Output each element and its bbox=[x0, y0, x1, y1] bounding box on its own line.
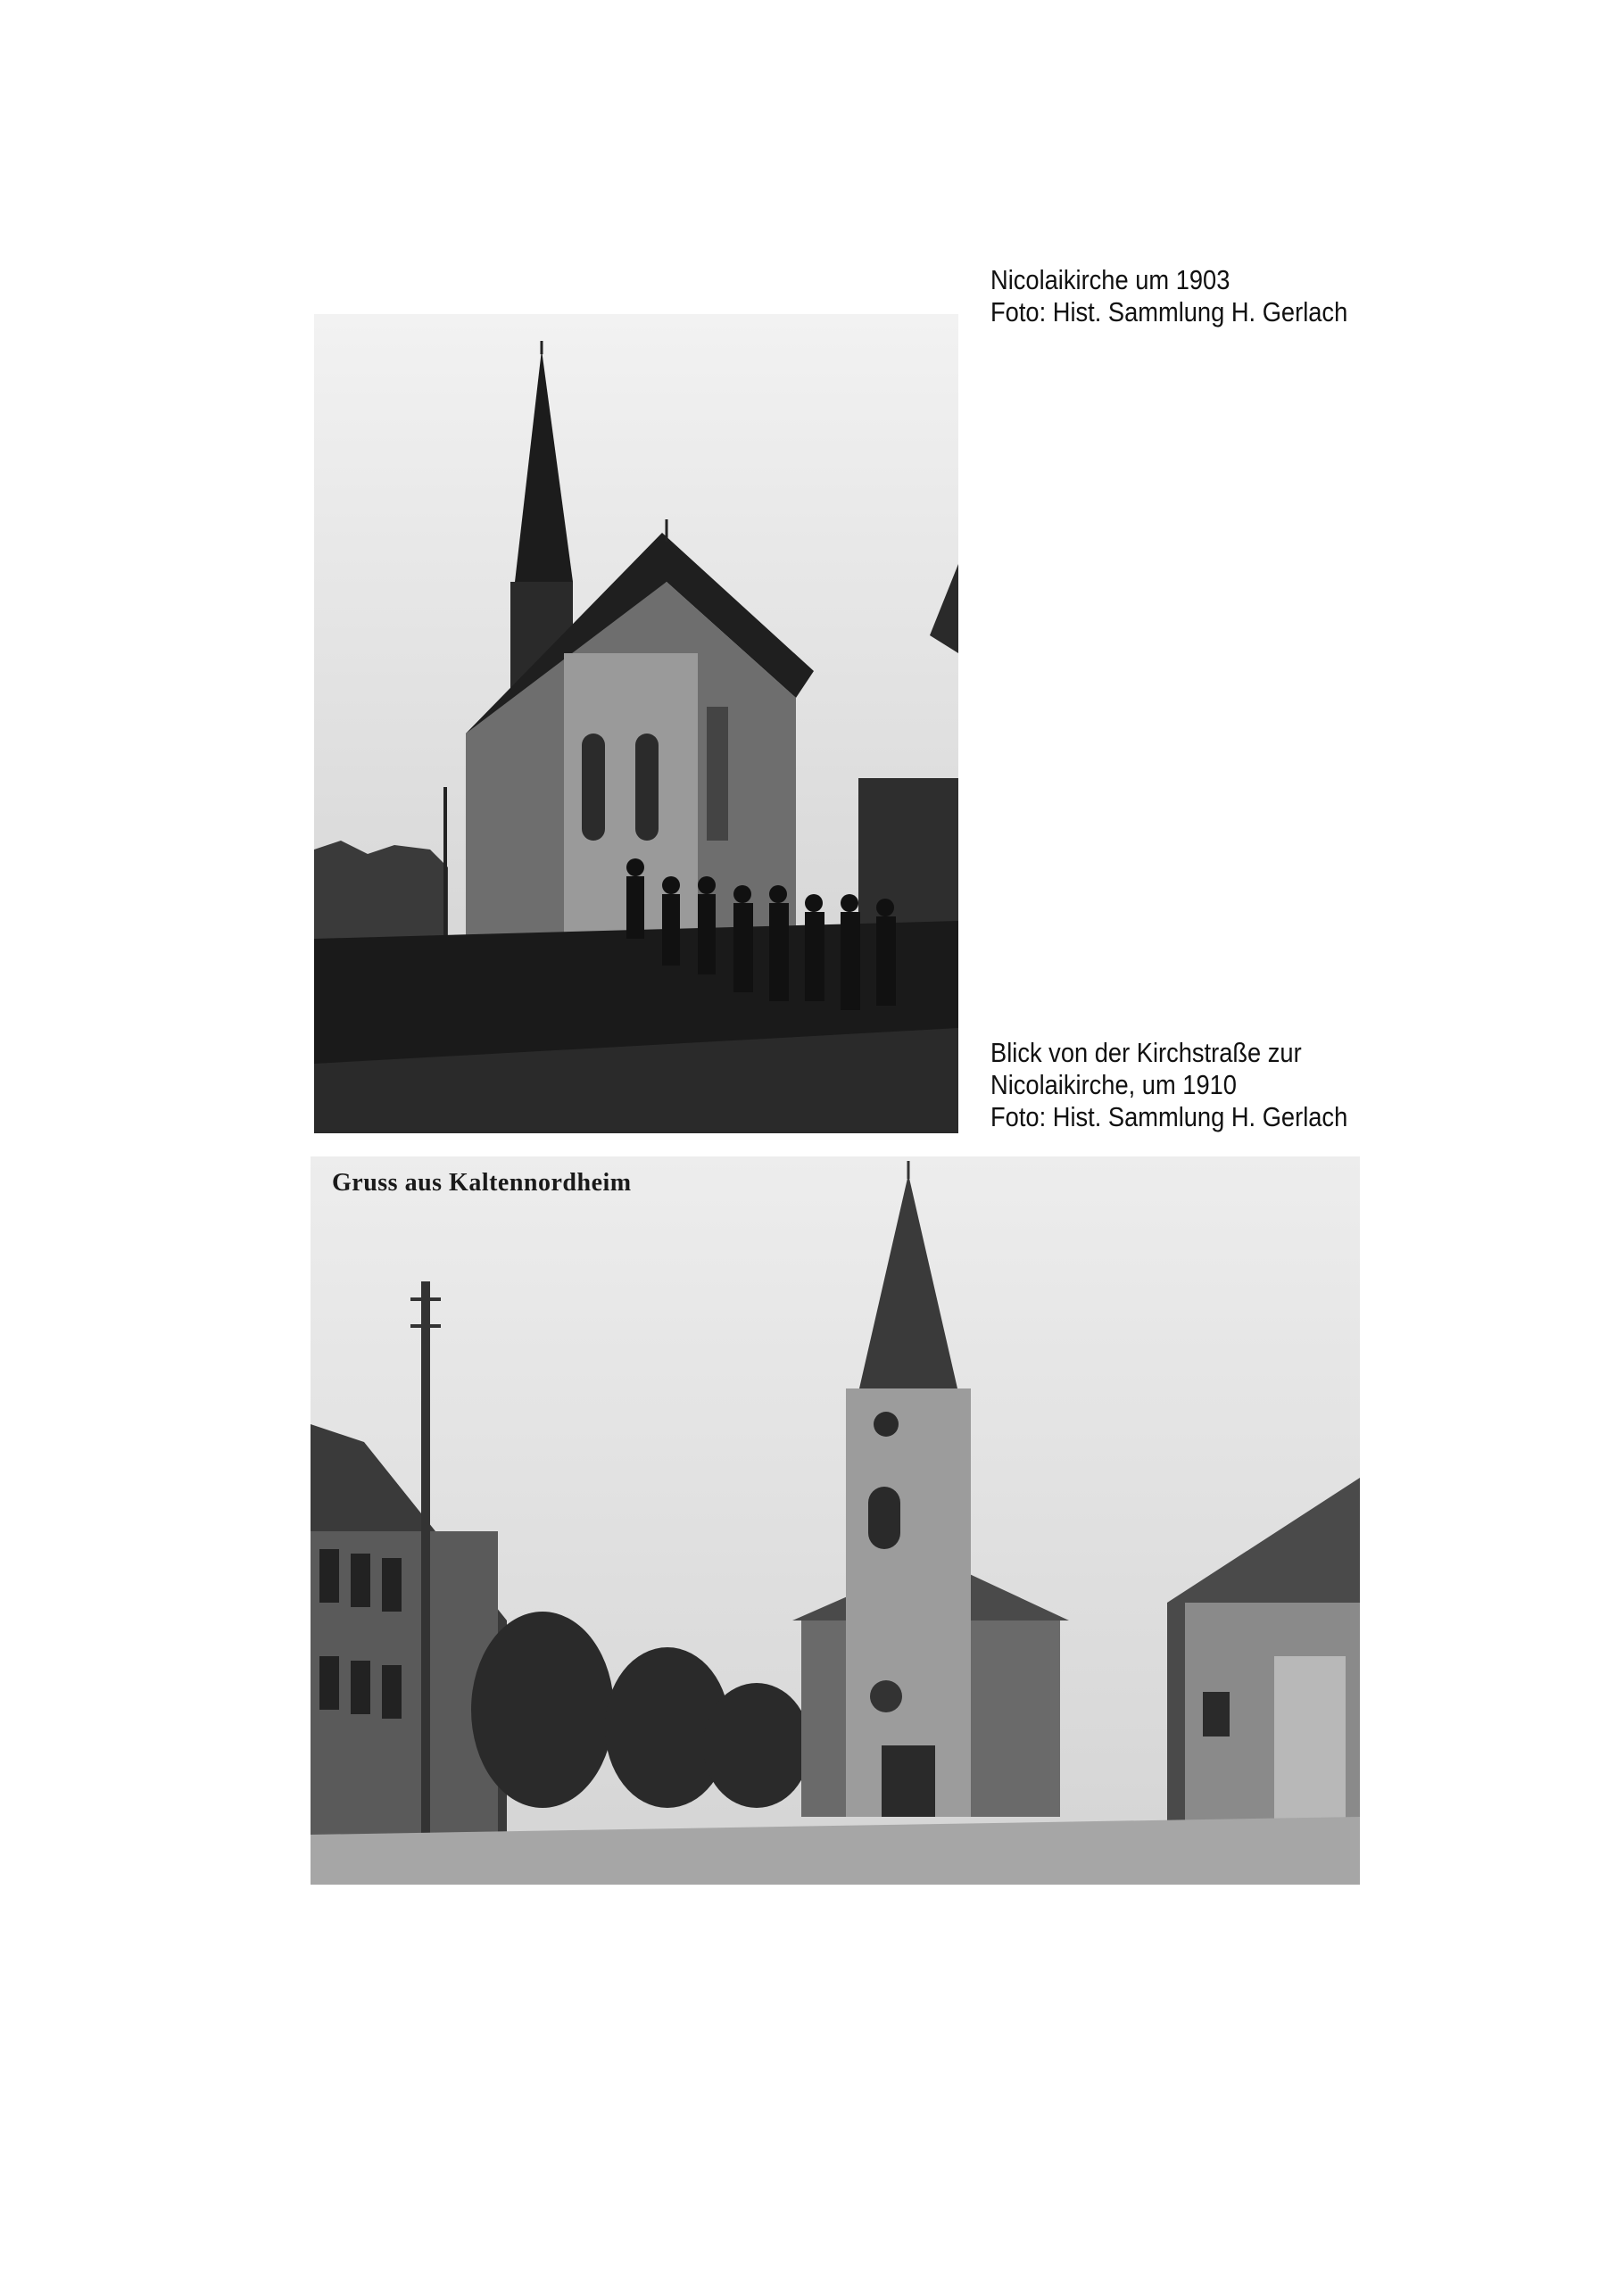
postcard-title: Gruss aus Kaltennordheim bbox=[332, 1169, 632, 1197]
caption-subtitle: Nicolaikirche, um 1910 bbox=[990, 1069, 1237, 1100]
caption-kirchstrasse-1910 bbox=[990, 1037, 1347, 1133]
photo-nicolaikirche-1903 bbox=[314, 314, 958, 1133]
caption-credit: Foto: Hist. Sammlung H. Gerlach bbox=[990, 1101, 1348, 1132]
caption-nicolaikirche-1903 bbox=[990, 264, 1347, 328]
caption-title: Blick von der Kirchstraße zur bbox=[990, 1037, 1302, 1068]
caption-title: Nicolaikirche um 1903 bbox=[990, 264, 1230, 295]
caption-credit: Foto: Hist. Sammlung H. Gerlach bbox=[990, 296, 1348, 327]
photo-kirchstrasse-1910 bbox=[311, 1156, 1360, 1885]
